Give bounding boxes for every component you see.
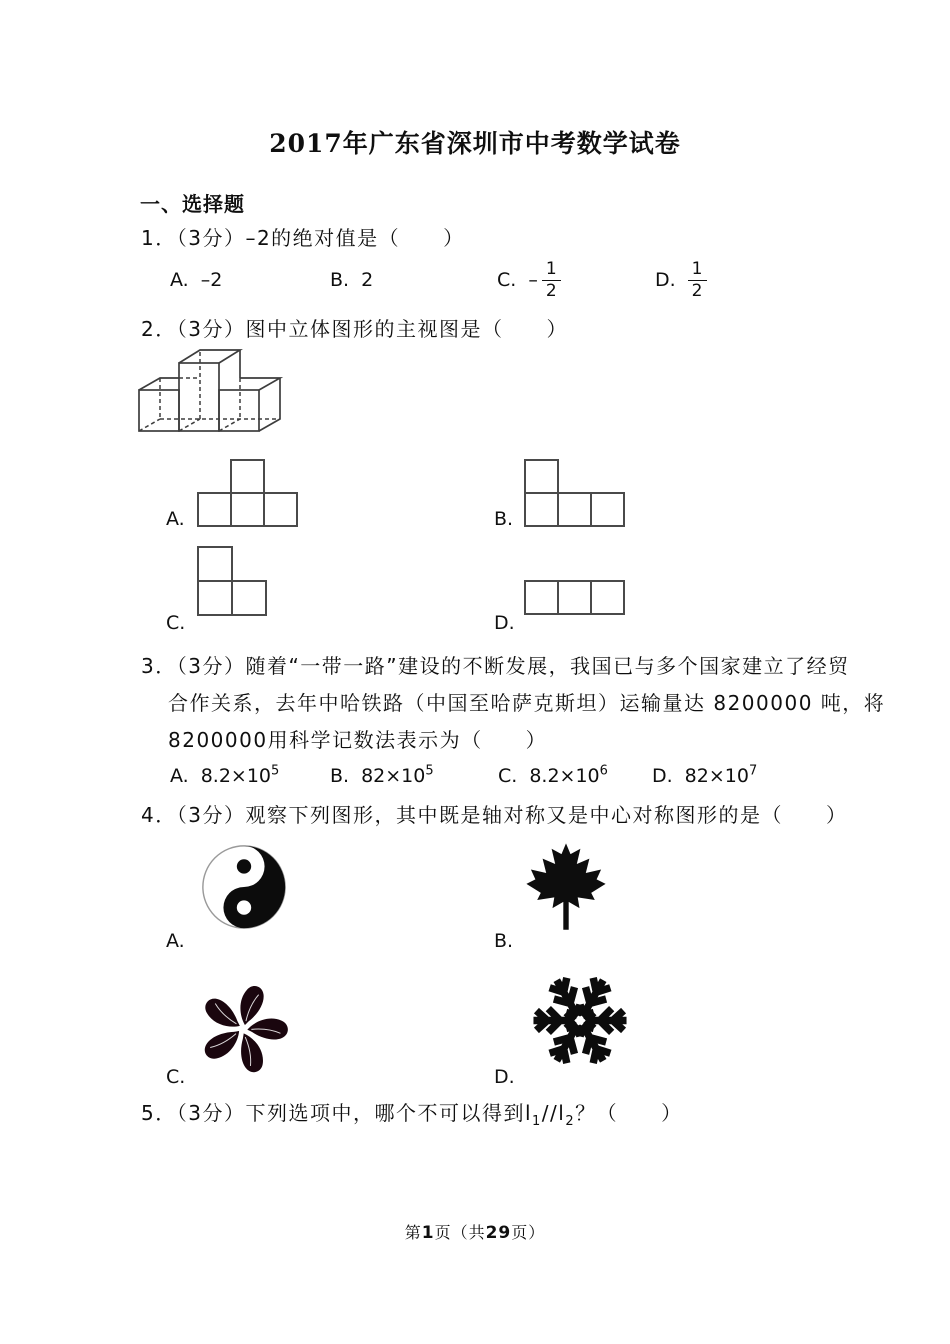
q3-option-d-label: D. bbox=[652, 765, 673, 787]
q3-option-b-value: $82\times 10^5$ bbox=[361, 763, 434, 787]
page-title: 2017年广东省深圳市中考数学试卷 bbox=[269, 129, 681, 158]
yin-yang-icon bbox=[200, 843, 288, 931]
q1-option-b bbox=[330, 256, 373, 304]
q4-option-a-label: A. bbox=[166, 930, 185, 952]
q3-option-d bbox=[652, 758, 757, 794]
q4-option-c-label: C. bbox=[166, 1066, 186, 1088]
q3-option-c bbox=[498, 758, 608, 794]
q3-option-c-value: $8.2\times 10^6$ bbox=[529, 763, 608, 787]
page-footer: 第1页（共29页） bbox=[404, 1223, 546, 1243]
q3-line3: 8200000用科学记数法表示为（ ） bbox=[168, 728, 548, 752]
q2-option-a-label: A. bbox=[166, 508, 185, 530]
q1-stem: 1．（3分）–2的绝对值是（ ） bbox=[141, 226, 465, 250]
q3-option-b bbox=[330, 758, 434, 794]
q3-option-a-value: $8.2\times 10^5$ bbox=[200, 763, 280, 787]
maple-leaf-icon bbox=[521, 836, 611, 938]
block-stack-3d-figure bbox=[137, 346, 287, 438]
q2-view-b-figure bbox=[524, 459, 626, 528]
q2-stem: 2．（3分）图中立体图形的主视图是（ ） bbox=[141, 317, 568, 341]
q3-option-a bbox=[170, 758, 279, 794]
current-page-number: 1 bbox=[421, 1223, 435, 1243]
section-heading: 一、选择题 bbox=[140, 192, 245, 216]
q1-option-b-label: B. bbox=[330, 269, 350, 291]
q2-view-d-figure bbox=[524, 580, 626, 616]
bauhinia-flower-icon bbox=[196, 981, 290, 1077]
q2-option-b-label: B. bbox=[494, 508, 514, 530]
q1-option-d bbox=[655, 256, 707, 304]
q1-option-c-label: C. bbox=[497, 269, 517, 291]
snowflake-icon bbox=[528, 971, 632, 1070]
q3-option-d-value: $82\times 10^7$ bbox=[684, 763, 758, 787]
q1-option-c-minus: – bbox=[528, 269, 538, 291]
q1-option-a bbox=[170, 256, 222, 304]
q1-option-a-value: –2 bbox=[200, 269, 223, 291]
q1-option-d-label: D. bbox=[655, 269, 676, 291]
q2-view-c-figure bbox=[197, 546, 269, 618]
q1-option-c bbox=[497, 256, 561, 304]
q3-line2: 合作关系，去年中哈铁路（中国至哈萨克斯坦）运输量达 8200000 吨，将 bbox=[168, 691, 886, 715]
total-page-count: 29 bbox=[485, 1223, 512, 1243]
q1-option-d-fraction: $\frac{1}{2}$ bbox=[688, 260, 707, 300]
q3-option-a-label: A. bbox=[170, 765, 189, 787]
q5-stem: 5．（3分）下列选项中，哪个不可以得到$l_1//l_2$？（ ） bbox=[141, 1101, 683, 1129]
q2-option-c-label: C. bbox=[166, 612, 186, 634]
q4-option-b-label: B. bbox=[494, 930, 514, 952]
q3-option-b-label: B. bbox=[330, 765, 350, 787]
q1-option-b-value: 2 bbox=[361, 269, 374, 291]
q4-stem: 4．（3分）观察下列图形，其中既是轴对称又是中心对称图形的是（ ） bbox=[141, 803, 848, 827]
q4-option-d-label: D. bbox=[494, 1066, 515, 1088]
q3-line1: 3．（3分）随着“一带一路”建设的不断发展，我国已与多个国家建立了经贸 bbox=[141, 654, 850, 678]
q1-option-c-fraction: $\frac{1}{2}$ bbox=[542, 260, 561, 300]
q3-option-c-label: C. bbox=[498, 765, 518, 787]
q2-option-d-label: D. bbox=[494, 612, 515, 634]
q1-option-a-label: A. bbox=[170, 269, 189, 291]
q2-view-a-figure bbox=[197, 459, 299, 528]
